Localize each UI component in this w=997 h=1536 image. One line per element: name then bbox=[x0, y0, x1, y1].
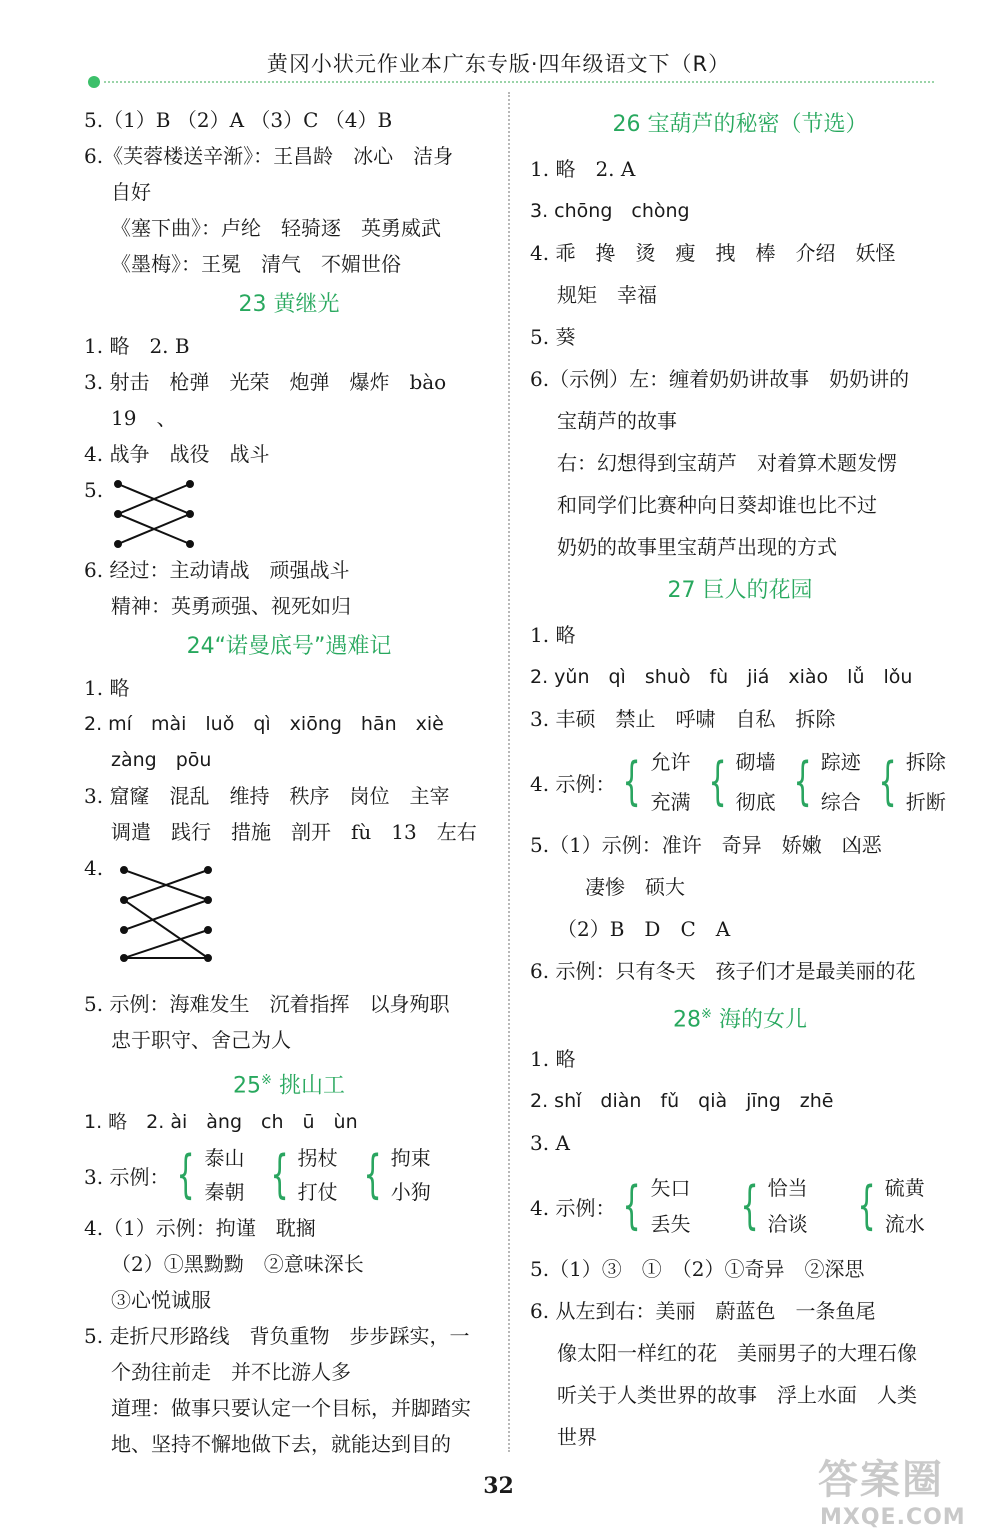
section-number: 28 bbox=[673, 1007, 702, 1033]
pair-word: 泰山 bbox=[204, 1146, 245, 1170]
answer-line: 忠于职守、舍己为人 bbox=[111, 1028, 291, 1052]
brace-icon: { bbox=[739, 1176, 759, 1236]
answer-line: 3. 射击 枪弹 光荣 炮弹 爆炸 bào bbox=[84, 370, 447, 394]
brace-icon: { bbox=[707, 752, 727, 812]
answer-line: （2）①黑黝黝 ②意味深长 bbox=[111, 1252, 364, 1276]
answer-line: 1. 略 bbox=[84, 676, 130, 700]
pairs-label: 4. 示例： bbox=[530, 771, 616, 796]
pair-word: 踪迹 bbox=[820, 750, 861, 774]
answer-line: 调遣 践行 措施 剖开 fù 13 左右 bbox=[111, 820, 477, 844]
pair-word: 拐杖 bbox=[297, 1146, 338, 1170]
answer-line: 2. mí mài luǒ qì xiōng hān xiè bbox=[84, 713, 444, 735]
brace-icon: { bbox=[176, 1145, 196, 1205]
answer-line: 精神：英勇顽强、视死如归 bbox=[111, 594, 351, 618]
answer-line: 像太阳一样红的花 美丽男子的大理石像 bbox=[557, 1341, 917, 1365]
answer-line: 5. 葵 bbox=[530, 325, 576, 349]
answer-line: 4.（1）示例：拘谨 耽搁 bbox=[84, 1216, 316, 1240]
pair-word: 彻底 bbox=[735, 790, 776, 814]
pair-word: 打仗 bbox=[297, 1180, 338, 1204]
answer-line: 6. 示例：只有冬天 孩子们才是最美丽的花 bbox=[530, 959, 916, 983]
watermark-text: 答案圈 bbox=[818, 1457, 944, 1503]
section-name: 海的女儿 bbox=[718, 1007, 807, 1033]
word-pair bbox=[356, 1141, 431, 1209]
pair-word: 砌墙 bbox=[735, 750, 776, 774]
right-column bbox=[530, 102, 950, 1458]
header-divider bbox=[104, 81, 934, 83]
answer-line: 1. 略 bbox=[530, 1047, 576, 1071]
page-header: 黄冈小状元作业本广东专版·四年级语文下（R） bbox=[266, 52, 731, 76]
pair-word: 流水 bbox=[884, 1212, 925, 1236]
answer-line: 5.（1）B （2）A （3）C （4）B bbox=[84, 108, 393, 132]
answer-line: 规矩 幸福 bbox=[557, 283, 657, 307]
answer-line: 和同学们比赛种向日葵却谁也比不过 bbox=[557, 493, 877, 517]
pair-word: 硫黄 bbox=[884, 1176, 925, 1200]
answer-line: 2. shǐ diàn fǔ qià jīng zhē bbox=[530, 1090, 834, 1112]
star-mark: ※ bbox=[701, 1007, 712, 1022]
star-mark: ※ bbox=[261, 1073, 272, 1088]
word-pair bbox=[615, 742, 690, 822]
answer-line: 1. 略 2. ài àng ch ū ùn bbox=[84, 1111, 358, 1133]
matching-diagram-24 bbox=[84, 850, 494, 986]
pair-word: 丢失 bbox=[650, 1212, 691, 1236]
pairs-label: 4. 示例： bbox=[530, 1195, 616, 1220]
brace-icon: { bbox=[857, 1176, 876, 1236]
answer-line: 6. 经过：主动请战 顽强战斗 bbox=[84, 558, 350, 582]
word-pair bbox=[169, 1141, 244, 1209]
answer-line: 6. 从左到右：美丽 蔚蓝色 一条鱼尾 bbox=[530, 1299, 876, 1323]
column-divider bbox=[508, 92, 510, 1452]
pair-word: 拘束 bbox=[390, 1146, 431, 1170]
section-title-23: 23 黄继光 bbox=[238, 292, 340, 317]
matching-lines bbox=[108, 472, 228, 552]
page-number: 32 bbox=[483, 1473, 514, 1499]
pair-word: 折断 bbox=[905, 790, 946, 814]
answer-line: 世界 bbox=[557, 1425, 597, 1449]
answer-line: 个劲往前走 并不比游人多 bbox=[111, 1360, 351, 1384]
word-pair bbox=[733, 1170, 808, 1242]
answer-line: 《墨梅》：王冕 清气 不媚世俗 bbox=[111, 252, 401, 276]
answer-line: 5. bbox=[84, 478, 104, 502]
matching-diagram-23 bbox=[84, 472, 494, 552]
word-pair bbox=[871, 742, 946, 822]
watermark-logo bbox=[818, 1448, 966, 1530]
matching-lines bbox=[112, 850, 252, 986]
section-title-24: 24“诺曼底号”遇难记 bbox=[186, 634, 392, 659]
answer-line: 3. 窟窿 混乱 维持 秩序 岗位 主宰 bbox=[84, 784, 450, 808]
answer-line: 3. 丰硕 禁止 呼啸 自私 拆除 bbox=[530, 707, 836, 731]
answer-line: 19 、 bbox=[111, 406, 177, 430]
answer-line: 自好 bbox=[111, 180, 151, 204]
answer-line: 《塞下曲》：卢纶 轻骑逐 英勇威武 bbox=[111, 216, 441, 240]
answer-line: ③心悦诚服 bbox=[111, 1288, 211, 1312]
word-pair bbox=[701, 742, 776, 822]
pair-word: 拆除 bbox=[905, 750, 946, 774]
brace-icon: { bbox=[622, 1176, 642, 1236]
left-column bbox=[84, 102, 494, 1462]
answer-line: 4. bbox=[84, 856, 104, 880]
answer-line: 6.（示例）左：缠着奶奶讲故事 奶奶讲的 bbox=[530, 367, 910, 391]
answer-line: 3. A bbox=[530, 1131, 570, 1155]
answer-line: 凄惨 硕大 bbox=[585, 875, 685, 899]
word-pairs-27 bbox=[530, 740, 950, 824]
word-pair bbox=[263, 1141, 338, 1209]
pairs-label: 3. 示例： bbox=[84, 1164, 170, 1189]
pair-word: 综合 bbox=[820, 790, 861, 814]
watermark-url: MXQE.COM bbox=[820, 1505, 966, 1530]
section-number: 25 bbox=[233, 1073, 262, 1099]
answer-line: 右：幻想得到宝葫芦 对着算术题发愣 bbox=[557, 451, 897, 475]
brace-icon: { bbox=[269, 1145, 289, 1205]
word-pair bbox=[615, 1170, 690, 1242]
brace-icon: { bbox=[363, 1145, 382, 1205]
answer-line: 地、坚持不懈地做下去，就能达到目的 bbox=[111, 1432, 451, 1456]
section-title-28 bbox=[530, 992, 950, 1038]
word-pairs-28 bbox=[530, 1164, 950, 1248]
answer-line: 道理：做事只要认定一个目标，并脚踏实 bbox=[111, 1396, 471, 1420]
answer-line: 5.（1）示例：准许 奇异 娇嫩 凶恶 bbox=[530, 833, 882, 857]
pair-word: 矢口 bbox=[650, 1176, 691, 1200]
answer-line: 4. 乖 搀 烫 瘦 拽 棒 介绍 妖怪 bbox=[530, 241, 896, 265]
answer-line: 3. chōng chòng bbox=[530, 200, 690, 222]
answer-line: zàng pōu bbox=[111, 749, 212, 771]
word-pairs-25 bbox=[84, 1140, 494, 1210]
section-title-26: 26 宝葫芦的秘密（节选） bbox=[612, 112, 868, 137]
pair-word: 洽谈 bbox=[767, 1212, 808, 1236]
header-dot-icon bbox=[88, 76, 100, 88]
answer-line: 5.（1）③ ① （2）①奇异 ②深思 bbox=[530, 1257, 865, 1281]
word-pair bbox=[786, 742, 861, 822]
pair-word: 秦朝 bbox=[204, 1180, 245, 1204]
answer-line: 奶奶的故事里宝葫芦出现的方式 bbox=[557, 535, 837, 559]
section-title-27: 27 巨人的花园 bbox=[667, 578, 813, 603]
answer-line: 5. 示例：海难发生 沉着指挥 以身殉职 bbox=[84, 992, 450, 1016]
answer-line: 宝葫芦的故事 bbox=[557, 409, 677, 433]
section-title-25 bbox=[84, 1058, 494, 1104]
pair-word: 充满 bbox=[650, 790, 691, 814]
answer-line: 5. 走折尺形路线 背负重物 步步踩实，一 bbox=[84, 1324, 470, 1348]
section-name: 挑山工 bbox=[278, 1073, 345, 1099]
pair-word: 小狗 bbox=[390, 1180, 431, 1204]
answer-line: （2）B D C A bbox=[557, 917, 731, 941]
word-pair bbox=[850, 1170, 925, 1242]
brace-icon: { bbox=[793, 752, 812, 812]
answer-line: 2. yǔn qì shuò fù jiá xiào lǚ lǒu bbox=[530, 666, 913, 688]
answer-line: 1. 略 2. A bbox=[530, 157, 636, 181]
pair-word: 允许 bbox=[650, 750, 691, 774]
brace-icon: { bbox=[622, 752, 642, 812]
answer-line: 6.《芙蓉楼送辛渐》：王昌龄 冰心 洁身 bbox=[84, 144, 454, 168]
pair-word: 恰当 bbox=[767, 1176, 808, 1200]
answer-line: 4. 战争 战役 战斗 bbox=[84, 442, 270, 466]
brace-icon: { bbox=[878, 752, 897, 812]
answer-line: 1. 略 2. B bbox=[84, 334, 190, 358]
answer-line: 1. 略 bbox=[530, 623, 576, 647]
answer-line: 听关于人类世界的故事 浮上水面 人类 bbox=[557, 1383, 917, 1407]
